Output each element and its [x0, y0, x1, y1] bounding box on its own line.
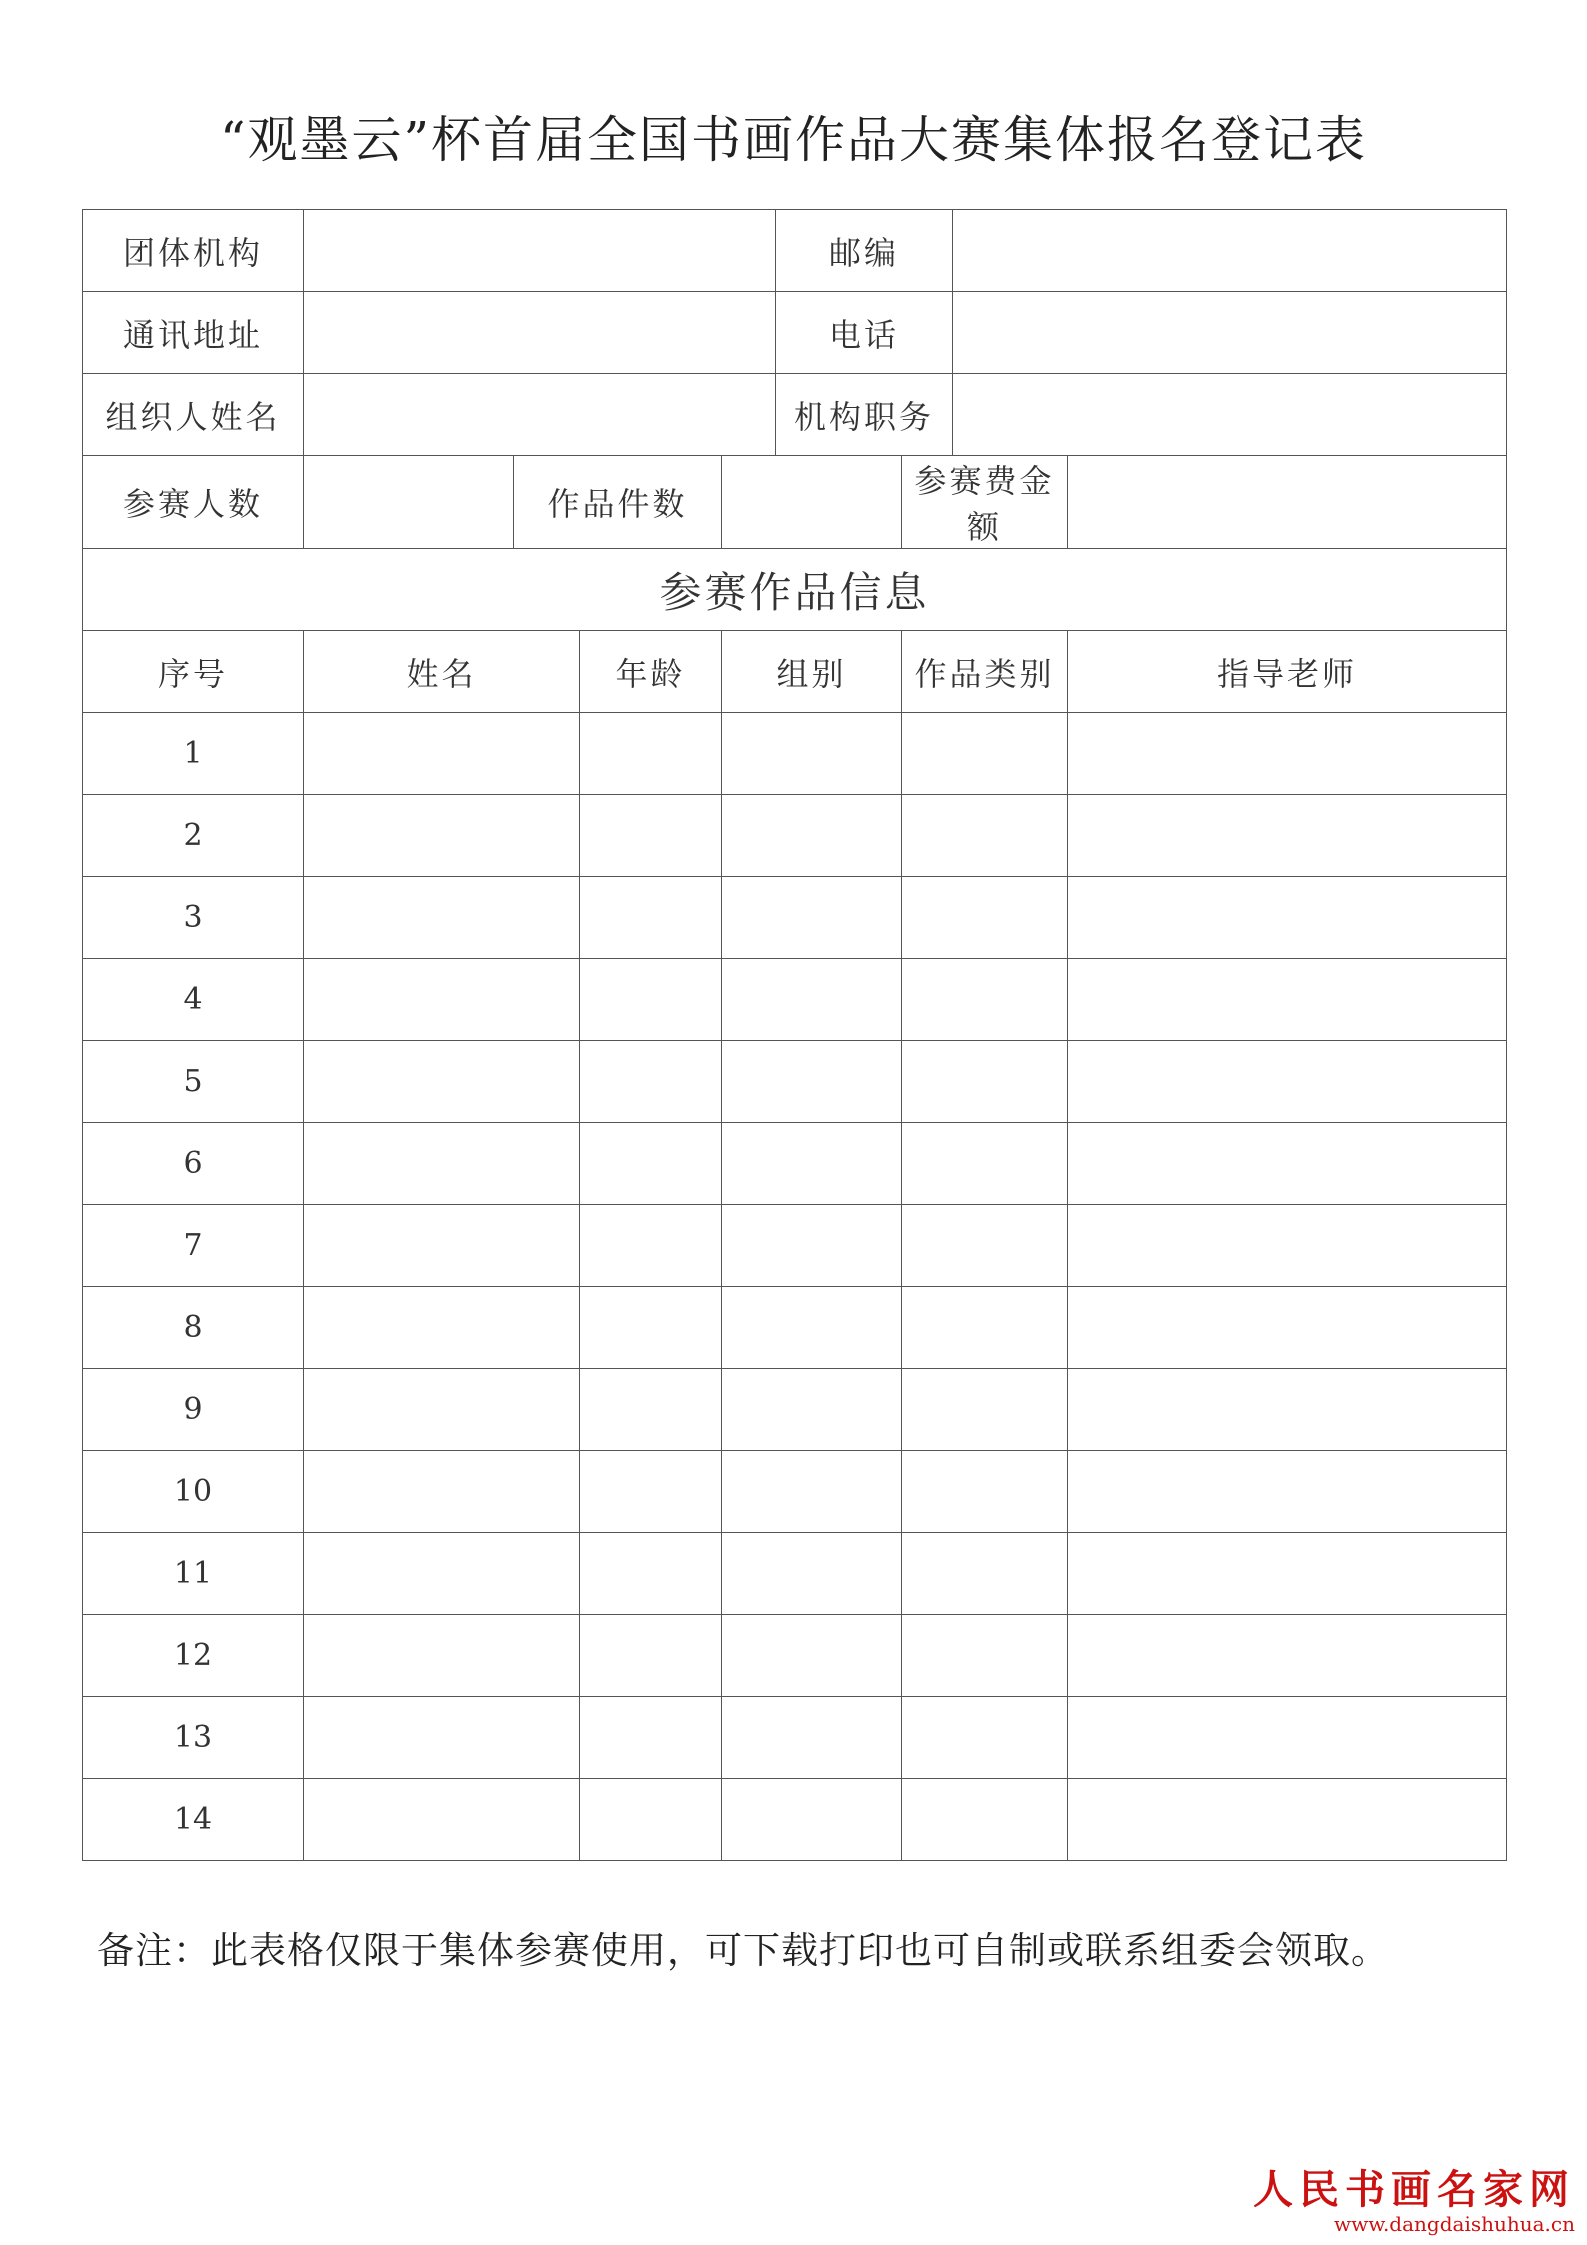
- row-index: 14: [83, 1779, 304, 1861]
- row-category-field[interactable]: [902, 713, 1068, 795]
- section-title: 参赛作品信息: [83, 549, 1507, 631]
- row-age-field[interactable]: [580, 1369, 722, 1451]
- row-name-field[interactable]: [304, 877, 580, 959]
- row-group-field[interactable]: [722, 1205, 902, 1287]
- site-watermark: [1253, 2167, 1575, 2235]
- address-row: [83, 292, 1507, 374]
- org-field[interactable]: [304, 210, 776, 292]
- row-age-field[interactable]: [580, 1041, 722, 1123]
- column-header-name: 姓名: [304, 631, 580, 713]
- table-row: [83, 1287, 1507, 1369]
- row-index: 13: [83, 1697, 304, 1779]
- address-label: 通讯地址: [83, 292, 304, 374]
- table-row: [83, 1369, 1507, 1451]
- table-row: [83, 1205, 1507, 1287]
- table-row: [83, 1615, 1507, 1697]
- row-teacher-field[interactable]: [1068, 1123, 1507, 1205]
- row-group-field[interactable]: [722, 1615, 902, 1697]
- table-row: [83, 1123, 1507, 1205]
- row-teacher-field[interactable]: [1068, 1369, 1507, 1451]
- participants-field[interactable]: [304, 456, 514, 549]
- works-count-field[interactable]: [722, 456, 902, 549]
- row-index: 12: [83, 1615, 304, 1697]
- row-name-field[interactable]: [304, 1369, 580, 1451]
- table-row: [83, 877, 1507, 959]
- row-teacher-field[interactable]: [1068, 959, 1507, 1041]
- row-name-field[interactable]: [304, 1697, 580, 1779]
- registration-form: [82, 209, 1507, 1861]
- footnote: 备注：此表格仅限于集体参赛使用，可下载打印也可自制或联系组委会领取。: [97, 1929, 1389, 1972]
- section-row: [83, 549, 1507, 631]
- table-row: [83, 795, 1507, 877]
- row-age-field[interactable]: [580, 1697, 722, 1779]
- table-row: [83, 713, 1507, 795]
- row-category-field[interactable]: [902, 1041, 1068, 1123]
- row-age-field[interactable]: [580, 1615, 722, 1697]
- row-index: 10: [83, 1451, 304, 1533]
- row-group-field[interactable]: [722, 1123, 902, 1205]
- row-name-field[interactable]: [304, 795, 580, 877]
- works-count-label: 作品件数: [514, 456, 722, 549]
- row-index: 4: [83, 959, 304, 1041]
- row-index: 3: [83, 877, 304, 959]
- row-teacher-field[interactable]: [1068, 713, 1507, 795]
- row-name-field[interactable]: [304, 1123, 580, 1205]
- row-group-field[interactable]: [722, 877, 902, 959]
- row-age-field[interactable]: [580, 1533, 722, 1615]
- row-teacher-field[interactable]: [1068, 1041, 1507, 1123]
- row-age-field[interactable]: [580, 1205, 722, 1287]
- row-category-field[interactable]: [902, 1533, 1068, 1615]
- row-teacher-field[interactable]: [1068, 1697, 1507, 1779]
- position-field[interactable]: [953, 374, 1507, 456]
- row-name-field[interactable]: [304, 1451, 580, 1533]
- table-row: [83, 1697, 1507, 1779]
- row-teacher-field[interactable]: [1068, 1287, 1507, 1369]
- row-teacher-field[interactable]: [1068, 1779, 1507, 1861]
- row-index: 7: [83, 1205, 304, 1287]
- organizer-label: 组织人姓名: [83, 374, 304, 456]
- row-name-field[interactable]: [304, 1615, 580, 1697]
- row-category-field[interactable]: [902, 1123, 1068, 1205]
- row-teacher-field[interactable]: [1068, 1615, 1507, 1697]
- row-group-field[interactable]: [722, 1533, 902, 1615]
- table-row: [83, 1451, 1507, 1533]
- row-name-field[interactable]: [304, 1779, 580, 1861]
- row-name-field[interactable]: [304, 713, 580, 795]
- table-row: [83, 1041, 1507, 1123]
- row-teacher-field[interactable]: [1068, 795, 1507, 877]
- column-header-group: 组别: [722, 631, 902, 713]
- table-row: [83, 1533, 1507, 1615]
- row-index: 2: [83, 795, 304, 877]
- column-header-age: 年龄: [580, 631, 722, 713]
- row-teacher-field[interactable]: [1068, 877, 1507, 959]
- row-group-field[interactable]: [722, 1287, 902, 1369]
- row-teacher-field[interactable]: [1068, 1451, 1507, 1533]
- row-name-field[interactable]: [304, 1533, 580, 1615]
- row-index: 8: [83, 1287, 304, 1369]
- position-label: 机构职务: [776, 374, 953, 456]
- entry-rows: [83, 713, 1507, 1861]
- organizer-field[interactable]: [304, 374, 776, 456]
- row-age-field[interactable]: [580, 877, 722, 959]
- phone-label: 电话: [776, 292, 953, 374]
- row-group-field[interactable]: [722, 1697, 902, 1779]
- row-category-field[interactable]: [902, 877, 1068, 959]
- row-age-field[interactable]: [580, 959, 722, 1041]
- row-category-field[interactable]: [902, 1369, 1068, 1451]
- row-index: 11: [83, 1533, 304, 1615]
- row-age-field[interactable]: [580, 1451, 722, 1533]
- row-age-field[interactable]: [580, 1779, 722, 1861]
- column-header-category: 作品类别: [902, 631, 1068, 713]
- row-age-field[interactable]: [580, 795, 722, 877]
- fee-label: 参赛费金额: [902, 456, 1068, 549]
- org-row: [83, 210, 1507, 292]
- counts-row: [83, 456, 1507, 549]
- row-group-field[interactable]: [722, 795, 902, 877]
- column-header-row: [83, 631, 1507, 713]
- table-row: [83, 959, 1507, 1041]
- fee-field[interactable]: [1068, 456, 1507, 549]
- row-name-field[interactable]: [304, 1041, 580, 1123]
- organizer-row: [83, 374, 1507, 456]
- participants-label: 参赛人数: [83, 456, 304, 549]
- row-category-field[interactable]: [902, 1779, 1068, 1861]
- row-teacher-field[interactable]: [1068, 1205, 1507, 1287]
- row-index: 9: [83, 1369, 304, 1451]
- row-name-field[interactable]: [304, 1205, 580, 1287]
- org-label: 团体机构: [83, 210, 304, 292]
- row-teacher-field[interactable]: [1068, 1533, 1507, 1615]
- row-category-field[interactable]: [902, 1451, 1068, 1533]
- row-category-field[interactable]: [902, 1287, 1068, 1369]
- watermark-url: www.dangdaishuhua.cn: [1333, 2212, 1575, 2236]
- row-age-field[interactable]: [580, 1287, 722, 1369]
- postcode-field[interactable]: [953, 210, 1507, 292]
- column-header-index: 序号: [83, 631, 304, 713]
- row-category-field[interactable]: [902, 1205, 1068, 1287]
- row-group-field[interactable]: [722, 1451, 902, 1533]
- row-category-field[interactable]: [902, 795, 1068, 877]
- row-group-field[interactable]: [722, 1779, 902, 1861]
- row-category-field[interactable]: [902, 1615, 1068, 1697]
- watermark-name: 人民书画名家网: [1253, 2166, 1575, 2213]
- row-index: 6: [83, 1123, 304, 1205]
- row-group-field[interactable]: [722, 959, 902, 1041]
- row-category-field[interactable]: [902, 959, 1068, 1041]
- row-group-field[interactable]: [722, 1041, 902, 1123]
- row-group-field[interactable]: [722, 713, 902, 795]
- row-group-field[interactable]: [722, 1369, 902, 1451]
- address-field[interactable]: [304, 292, 776, 374]
- row-index: 5: [83, 1041, 304, 1123]
- row-index: 1: [83, 713, 304, 795]
- row-category-field[interactable]: [902, 1697, 1068, 1779]
- row-name-field[interactable]: [304, 959, 580, 1041]
- phone-field[interactable]: [953, 292, 1507, 374]
- column-header-teacher: 指导老师: [1068, 631, 1507, 713]
- row-age-field[interactable]: [580, 1123, 722, 1205]
- row-name-field[interactable]: [304, 1287, 580, 1369]
- row-age-field[interactable]: [580, 713, 722, 795]
- table-row: [83, 1779, 1507, 1861]
- page-title: “观墨云”杯首届全国书画作品大赛集体报名登记表: [219, 111, 1368, 169]
- postcode-label: 邮编: [776, 210, 953, 292]
